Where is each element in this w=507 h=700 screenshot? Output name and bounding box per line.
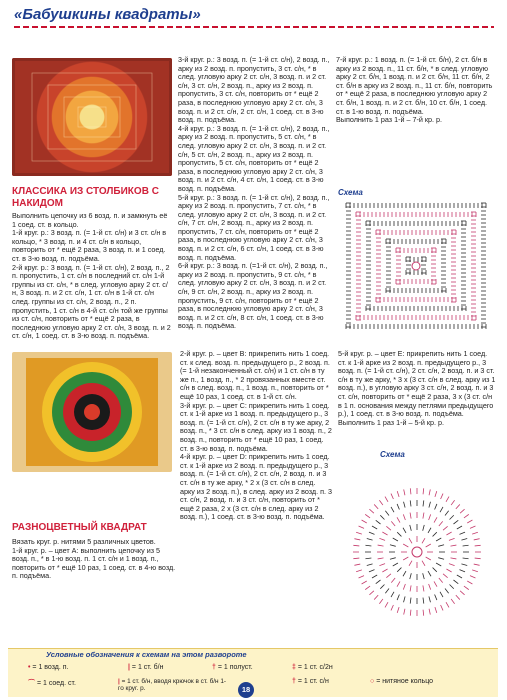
stitch-mark bbox=[410, 500, 411, 506]
stitch-mark bbox=[450, 585, 454, 589]
paragraph: Вязать круг. р. нитями 5 различных цветов. bbox=[12, 537, 156, 546]
stitch-mark bbox=[378, 558, 384, 559]
stitch-mark bbox=[451, 599, 455, 604]
magic-ring-icon: ○ bbox=[370, 678, 375, 685]
paragraph: 4-й круг. р.: 3 возд. п. (= 1-й ст. с/н), 2 возд. п., арку из 2 возд. п. пропустить, 5 ст. с/н, * в след. угловую арку 2 ст. с/н, 3 возд. п. и 2 ст. с/н, 5 ст. с/н, 2 возд. п., арку из 2 возд. п. пропустить, 5 ст. с/н, повторить от * ещё 2 раза, в последнюю угловую арку 2 ст. с/н, 3 возд. п. и 2 ст. с/н, 4 ст. с/н, 1 соед. ст. в 3-ю возд. п. подъёма. bbox=[178, 123, 330, 193]
stitch-mark bbox=[410, 573, 412, 579]
stitch-mark bbox=[353, 545, 359, 546]
stitch-mark bbox=[436, 538, 441, 541]
stitch-mark bbox=[435, 504, 437, 510]
stitch-mark bbox=[391, 605, 393, 610]
stitch-mark bbox=[410, 610, 411, 616]
stitch-mark bbox=[440, 592, 443, 597]
stitch-mark bbox=[460, 591, 464, 595]
stitch-mark bbox=[385, 602, 388, 607]
stitch-mark bbox=[470, 526, 475, 528]
stitch-mark bbox=[438, 545, 444, 547]
stitch-mark bbox=[365, 514, 370, 518]
stitch-mark bbox=[397, 568, 401, 572]
stitch-mark bbox=[369, 591, 373, 595]
paragraph: 7-й круг. р.: 1 возд. п. (= 1-й ст. б/н), 2 ст. б/н в арку из 2 возд. п., 11 ст. б/н, * в след. угловую арку 2 ст. б/н, 1 возд. п. и 2 ст. б/н, 11 ст. б/н, 2 ст. б/н в арку из 2 возд. п., 11 ст. б/н, повторить от * ещё 2 раза, в последнюю угловую арку 2 ст. б/н, 1 возд. п. и 2 ст. б/н, 10 ст. б/н, 1 соед. ст. в 1-ю возд. п. подъёма. bbox=[336, 55, 493, 116]
legend-item: | = 1 ст. б/н bbox=[128, 664, 164, 671]
stitch-mark bbox=[433, 532, 437, 536]
photo-texture bbox=[12, 58, 172, 176]
stitch-mark bbox=[379, 500, 383, 505]
stitch-mark bbox=[450, 558, 456, 559]
stitch-mark bbox=[429, 584, 431, 590]
stitch-mark bbox=[404, 489, 405, 495]
stitch-mark bbox=[391, 494, 393, 499]
stitch-mark bbox=[362, 581, 367, 584]
stitch-mark bbox=[397, 532, 401, 536]
classic-square-photo bbox=[12, 58, 172, 176]
stitch-mark bbox=[404, 502, 406, 508]
stitch-mark bbox=[379, 599, 383, 604]
paragraph: 1-й круг. р.: 3 возд. п. (= 1-й ст. с/н) и 3 ст. с/н в кольцо, * 3 возд. п. и 4 ст. с/н в кольцо, повторить от * ещё 2 раза, 3 возд. п. и 1 соед. ст. в 3-ю возд. п. подъёма. bbox=[12, 228, 167, 263]
stitch-mark bbox=[403, 514, 405, 520]
stitch-mark bbox=[367, 539, 373, 541]
stitch-mark bbox=[426, 544, 431, 547]
stitch-mark bbox=[423, 525, 425, 531]
schema1-diagram bbox=[340, 198, 492, 334]
page-number: 18 bbox=[238, 682, 254, 698]
stitch-mark bbox=[379, 564, 385, 566]
stitch-mark bbox=[382, 569, 387, 572]
legend-item: ⌒ = 1 соед. ст. bbox=[28, 680, 76, 687]
spike-stitch-icon: | bbox=[118, 678, 120, 685]
stitch-mark bbox=[461, 564, 467, 566]
stitch-mark bbox=[423, 500, 424, 506]
stitch-mark bbox=[445, 588, 449, 593]
stitch-mark bbox=[467, 520, 472, 523]
stitch-mark bbox=[428, 571, 431, 576]
half-double-icon: † bbox=[212, 664, 216, 671]
stitch-mark bbox=[446, 602, 449, 607]
stitch-mark bbox=[397, 504, 399, 510]
stitch-mark bbox=[435, 594, 437, 600]
schema2-diagram bbox=[344, 460, 490, 644]
stitch-mark bbox=[440, 507, 443, 512]
stitch-mark bbox=[403, 544, 408, 547]
stitch-mark bbox=[445, 511, 449, 516]
stitch-mark bbox=[428, 528, 431, 533]
stitch-mark bbox=[426, 557, 431, 560]
stitch-mark bbox=[376, 520, 381, 524]
multicolor-square-photo bbox=[12, 352, 172, 472]
stitch-mark bbox=[449, 564, 455, 566]
stitch-mark bbox=[403, 584, 405, 590]
stitch-mark bbox=[423, 585, 424, 591]
legend-item: • = 1 возд. п. bbox=[28, 664, 69, 671]
stitch-mark bbox=[376, 580, 381, 584]
stitch-mark bbox=[429, 596, 431, 602]
section2-col1 bbox=[12, 538, 176, 644]
stitch-mark bbox=[397, 581, 400, 586]
legend-item: ‡ = 1 ст. с/2н bbox=[292, 664, 333, 671]
stitch-mark bbox=[472, 532, 478, 534]
stitch-mark bbox=[457, 575, 462, 578]
stitch-mark bbox=[446, 497, 449, 502]
stitch-mark bbox=[410, 488, 411, 494]
stitch-mark bbox=[470, 576, 475, 578]
stitch-mark bbox=[453, 520, 458, 524]
stitch-mark bbox=[450, 545, 456, 546]
stitch-mark bbox=[369, 509, 373, 513]
single-crochet-icon: | bbox=[128, 664, 130, 671]
stitch-mark bbox=[439, 578, 443, 583]
stitch-mark bbox=[434, 517, 437, 522]
magic-ring bbox=[412, 547, 422, 557]
paragraph: 3-й круг. р. – цвет C: прикрепить нить 1 соед. ст. к 1-й арке из 1 возд. п. предыдущего р., 3 возд. п. (= 1-й ст. с/н), 2 ст. с/н в ту же арку, 2 возд. п., * 3 ст. с/н в след. арку из 1 возд. п., 2 возд. п., повторить от * ещё 10 раз, 1 соед. ст. в 3-ю возд. п. подъёма. bbox=[180, 400, 332, 453]
stitch-mark bbox=[369, 570, 375, 572]
stitch-mark bbox=[397, 491, 399, 497]
stitch-mark bbox=[457, 526, 462, 529]
stitch-mark bbox=[354, 539, 360, 540]
stitch-mark bbox=[410, 585, 411, 591]
stitch-mark bbox=[453, 580, 458, 584]
stitch-mark bbox=[467, 581, 472, 584]
stitch-mark bbox=[475, 545, 481, 546]
stitch-mark bbox=[390, 545, 396, 547]
stitch-mark bbox=[423, 488, 424, 494]
stitch-mark bbox=[390, 558, 396, 560]
stitch-mark bbox=[459, 532, 465, 534]
stitch-mark bbox=[475, 558, 481, 559]
stitch-mark bbox=[410, 598, 411, 604]
stitch-mark bbox=[391, 578, 395, 583]
paragraph: 1-й круг. р. – цвет A: выполнить цепочку из 5 возд. п., * в 1-ю возд. п. 1 ст. с/н и 1 возд. п., повторить от * ещё 10 раз, 1 соед. ст. в 4-ю возд. п. подъёма. bbox=[12, 545, 176, 581]
section2-col3 bbox=[338, 350, 496, 442]
stitch-mark bbox=[410, 525, 412, 531]
stitch-mark bbox=[434, 581, 437, 586]
legend-item: ○ = нитяное кольцо bbox=[370, 678, 434, 685]
stitch-mark bbox=[397, 517, 400, 522]
stitch-mark bbox=[451, 500, 455, 505]
legend-title: Условные обозначения к схемам на этом развороте bbox=[46, 650, 247, 659]
stitch-mark bbox=[374, 504, 378, 508]
section1-heading: КЛАССИКА ИЗ СТОЛБИКОВ С НАКИДОМ bbox=[12, 186, 159, 209]
stitch-mark bbox=[404, 609, 405, 615]
stitch-mark bbox=[403, 557, 408, 560]
stitch-mark bbox=[461, 539, 467, 541]
stitch-mark bbox=[356, 532, 362, 534]
magic-ring bbox=[412, 262, 420, 270]
stitch-mark bbox=[429, 502, 431, 508]
chain-stitch-icon: • bbox=[28, 664, 31, 671]
stitch-mark bbox=[450, 515, 454, 519]
stitch-mark bbox=[359, 526, 364, 528]
stitch-mark bbox=[354, 564, 360, 565]
paragraph: 6-й круг. р.: 3 возд. п. (=1-й ст. с/н), 2 возд. п., арку из 2 возд. п. пропустить, 9 ст. с/н, * в след. угловую арку 2 ст. с/н, 3 возд. п. и 2 ст. с/н, 9 ст. с/н, 2 возд. п., арку из 2 возд. п. пропустить, 9 ст. с/н, повторить от * ещё 2 раза, в последнюю угловую арку 2 ст. с/н, 3 возд. п. и 2 ст. с/н, 8 ст. с/н, 1 соед. ст. в 3-ю возд. п. подъёма. bbox=[178, 261, 328, 331]
stitch-mark bbox=[365, 545, 371, 546]
stitch-mark bbox=[362, 520, 367, 523]
stitch-mark bbox=[353, 558, 359, 559]
paragraph: 5-й круг. р.: 3 возд. п. (= 1-й ст. с/н), 2 возд. п., арку из 2 возд. п. пропустить, 7 ст. с/н, * в след. угловую арку 2 ст. с/н, 3 возд. п. и 2 ст. с/н, 7 ст. с/н, 2 возд. п., арку из 2 возд. п. пропустить, 7 ст. с/н, повторить от * ещё 2 раза, в последнюю угловую арку 2 ст. с/н, 3 возд. п. и 2 ст. с/н, 6 ст. с/н, 1 соед. ст. в 3-ю возд. п. подъёма. bbox=[178, 192, 330, 262]
stitch-mark bbox=[435, 607, 437, 613]
stitch-mark bbox=[449, 538, 455, 540]
stitch-mark bbox=[385, 511, 389, 516]
stitch-mark bbox=[429, 514, 431, 520]
paragraph: 2-й круг. р. – цвет B: прикрепить нить 1 соед. ст. к след. возд. п. предыдущего р., 2 возд. п. (= 1-й незаконченный ст. с/н) и 1 ст. с/н в ту же п., 1 возд. п., * 2 провязанных вместе ст. с/н в след. возд. п., 1 возд. п., повторить от * ещё 10 раз, 1 соед. ст. в 1-й ст. с/н. bbox=[180, 349, 330, 401]
stitch-mark bbox=[441, 605, 443, 610]
stitch-mark bbox=[404, 596, 406, 602]
stitch-mark bbox=[393, 538, 398, 541]
stitch-mark bbox=[359, 576, 364, 578]
stitch-mark bbox=[463, 558, 469, 559]
stitch-mark bbox=[439, 521, 443, 526]
stitch-mark bbox=[460, 509, 464, 513]
schema1-svg bbox=[340, 198, 492, 334]
stitch-mark bbox=[409, 561, 412, 566]
stitch-mark bbox=[403, 571, 406, 576]
paragraph: Выполнить 1 раз 1-й – 5-й кр. р. bbox=[338, 417, 445, 427]
stitch-mark bbox=[397, 607, 399, 613]
stitch-mark bbox=[403, 528, 406, 533]
stitch-mark bbox=[474, 539, 480, 540]
title-underline bbox=[14, 26, 494, 28]
stitch-mark bbox=[386, 574, 391, 578]
legend-item: | = 1 ст. б/н, вводя крючок в ст. б/н 1-го круг. р. bbox=[118, 678, 227, 692]
stitch-mark bbox=[380, 515, 384, 519]
stitch-mark bbox=[438, 558, 444, 560]
stitch-mark bbox=[464, 586, 469, 590]
schema2-svg bbox=[344, 460, 490, 644]
section2-heading: РАЗНОЦВЕТНЫЙ КВАДРАТ bbox=[12, 522, 147, 533]
stitch-mark bbox=[446, 532, 451, 535]
stitch-mark bbox=[365, 586, 370, 590]
stitch-mark bbox=[386, 526, 391, 530]
stitch-mark bbox=[372, 575, 377, 578]
stitch-mark bbox=[456, 595, 460, 599]
stitch-mark bbox=[409, 538, 412, 543]
stitch-mark bbox=[464, 514, 469, 518]
stitch-mark bbox=[397, 594, 399, 600]
stitch-mark bbox=[382, 532, 387, 535]
stitch-mark bbox=[459, 570, 465, 572]
stitch-mark bbox=[369, 532, 375, 534]
stitch-mark bbox=[441, 494, 443, 499]
stitch-mark bbox=[423, 573, 425, 579]
stitch-mark bbox=[391, 521, 395, 526]
paragraph: 5-й круг. р. – цвет E: прикрепить нить 1 соед. ст. к 1-й арке из 2 возд. п. предыдущего р., 3 возд. п. (= 1-й ст. с/н), 2 ст. с/н, 2 возд. п. и 3 ст. с/н в ту же арку, * 3 х (3 ст. с/н в след. арку из 1 возд. п.), в угловую арку 3 ст. с/н, 2 возд. п. и 3 ст. с/н, повторить от * ещё 2 раза, 3 х (3 ст. с/н в 1 п. основания между петлями предыдущего р.), 1 соед. ст. в 3-ю возд. п. подъёма. bbox=[338, 349, 496, 419]
stitch-mark bbox=[391, 507, 394, 512]
stitch-mark bbox=[374, 595, 378, 599]
stitch-mark bbox=[472, 570, 478, 572]
section1-col2 bbox=[178, 56, 330, 344]
stitch-mark bbox=[422, 538, 425, 543]
stitch-mark bbox=[443, 574, 448, 578]
stitch-mark bbox=[446, 569, 451, 572]
stitch-mark bbox=[393, 563, 398, 566]
stitch-mark bbox=[423, 610, 424, 616]
stitch-mark bbox=[463, 545, 469, 546]
stitch-mark bbox=[380, 585, 384, 589]
double-crochet-icon: † bbox=[292, 678, 296, 685]
stitch-mark bbox=[443, 526, 448, 530]
stitch-mark bbox=[423, 513, 424, 519]
stitch-mark bbox=[365, 558, 371, 559]
page-title: «Бабушкины квадраты» bbox=[14, 6, 201, 23]
stitch-mark bbox=[391, 592, 394, 597]
section2-col2 bbox=[180, 350, 332, 644]
stitch-mark bbox=[379, 538, 385, 540]
section1-col1 bbox=[12, 211, 172, 341]
stitch-mark bbox=[456, 504, 460, 508]
photo-granny bbox=[12, 352, 172, 472]
paragraph: 4-й круг. р. – цвет D: прикрепить нить 1 соед. ст. к 1-й арке из 2 возд. п. предыдущего р., 3 возд. п. (= 1-й ст. с/н), 2 ст. с/н, 2 возд. п. и 3 ст. с/н в ту же арку, * 2 х (3 ст. с/н в след. арку из 2 возд. п.), в след. арку из 2 возд. п. 3 ст. с/н, 2 возд. п. и 3 ст. с/н, повторить от * ещё 2 раза, 2 х (3 ст. с/н в след. арку из 2 возд. п.), 1 соед. ст. в 3-ю возд. п. подъёма. bbox=[180, 452, 332, 522]
paragraph: 3-й круг. р.: 3 возд. п. (= 1-й ст. с/н), 2 возд. п., арку из 2 возд. п. пропустить, 3 ст. с/н, * в след. угловую арку 2 ст. с/н, 3 возд. п. и 2 ст. с/н, 3 ст. с/н, 2 возд. п., арку из 2 возд. п. пропустить, 3 ст. с/н, повторить от * ещё 2 раза, в последнюю угловую арку 2 ст. с/н, 3 возд. п. и 2 ст. с/н, 2 ст. с/н, 1 соед. ст. в 3-ю возд. п. подъёма. bbox=[178, 55, 330, 125]
stitch-mark bbox=[436, 563, 441, 566]
stitch-mark bbox=[378, 545, 384, 546]
stitch-mark bbox=[423, 598, 424, 604]
paragraph: Выполнить цепочку из 6 возд. п. и замкнуть её 1 соед. ст. в кольцо. bbox=[12, 211, 168, 229]
stitch-mark bbox=[429, 489, 430, 495]
stitch-mark bbox=[367, 564, 373, 566]
stitch-mark bbox=[474, 564, 480, 565]
stitch-mark bbox=[385, 497, 388, 502]
slip-stitch-icon: ⌒ bbox=[28, 680, 35, 687]
stitch-mark bbox=[372, 526, 377, 529]
stitch-mark bbox=[385, 588, 389, 593]
section1-col3 bbox=[336, 56, 496, 184]
stitch-mark bbox=[422, 561, 425, 566]
stitch-mark bbox=[435, 491, 437, 497]
paragraph: 2-й круг. р.: 3 возд. п. (= 1-й ст. с/н), 2 возд. п., 2 п. пропустить, 1 ст. с/н в последний ст. с/н 1-й группы из ст. с/н, * в след. угловую арку 2 ст. с/н, 3 возд. п. и 2 ст. с/н, 1 ст. с/н в 1-й ст. с/н след. группы из ст. с/н, 2 возд. п., 2 п. пропустить, 1 ст. с/н в 4-й ст. с/н той же группы из ст. с/н, повторить от * ещё 2 раза, в последнюю угловую арку 2 ст. с/н, 3 возд. п. и 2 ст. с/н, 1 соед. ст. в 3-ю возд. п. подъёма. bbox=[12, 262, 171, 341]
stitch-mark bbox=[429, 609, 430, 615]
schema2-label: Схема bbox=[380, 450, 405, 459]
stitch-mark bbox=[433, 568, 437, 572]
stitch-mark bbox=[356, 570, 362, 572]
stitch-mark bbox=[410, 513, 411, 519]
schema1-label: Схема bbox=[338, 188, 363, 197]
paragraph: Выполнить 1 раз 1-й – 7-й кр. р. bbox=[336, 115, 443, 125]
legend-item: † = 1 ст. с/н bbox=[292, 678, 329, 685]
legend-item: † = 1 полуст. bbox=[212, 664, 253, 671]
treble-crochet-icon: ‡ bbox=[292, 664, 296, 671]
